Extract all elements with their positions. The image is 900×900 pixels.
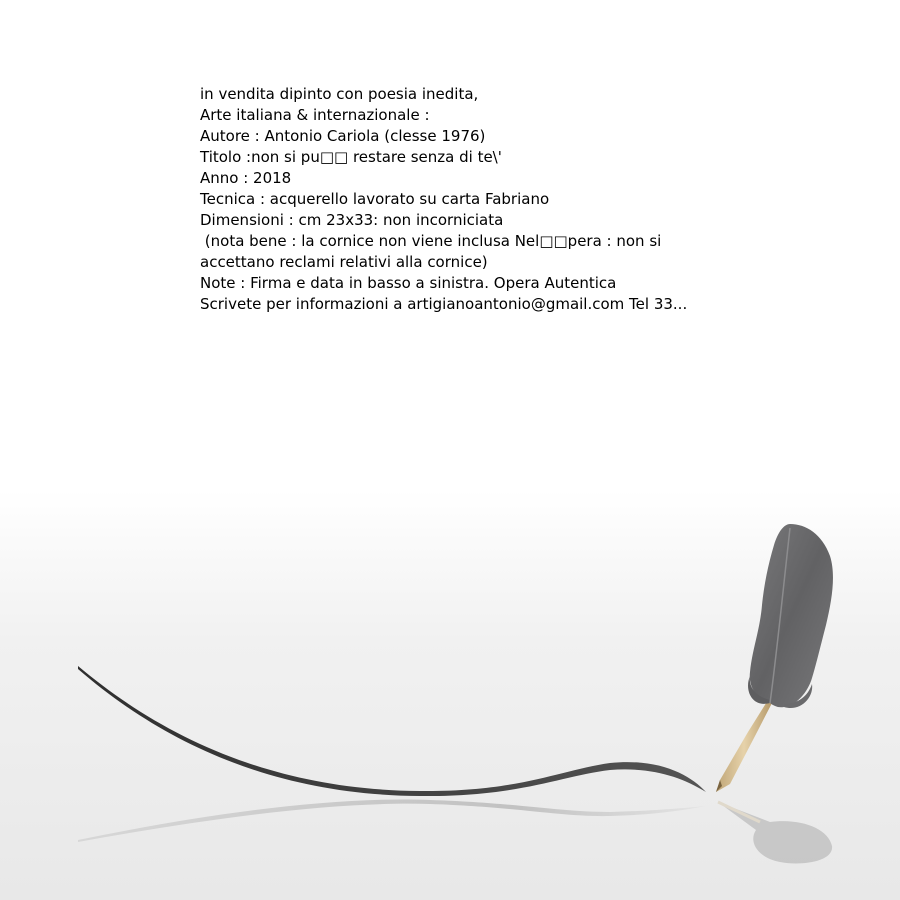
description-line-notes: Note : Firma e data in basso a sinistra. Opera Autentica bbox=[200, 274, 617, 292]
quill-pen-icon bbox=[716, 524, 833, 792]
description-line-technique: Tecnica : acquerello lavorato su carta Fabriano bbox=[200, 190, 550, 208]
description-line-year: Anno : 2018 bbox=[200, 169, 292, 187]
description-line-author: Autore : Antonio Cariola (clesse 1976) bbox=[200, 127, 486, 145]
ink-stroke bbox=[78, 666, 706, 796]
description-line-dimensions: Dimensioni : cm 23x33: non incorniciata bbox=[200, 211, 504, 229]
description-line-frame-note: (nota bene : la cornice non viene inclusa Nel□□pera : non si accettano reclami relativi alla cornice) bbox=[200, 232, 667, 271]
ink-stroke-reflection bbox=[78, 799, 706, 842]
description-line-intro: in vendita dipinto con poesia inedita, bbox=[200, 85, 479, 103]
description-line-category: Arte italiana & internazionale : bbox=[200, 106, 430, 124]
description-line-contact: Scrivete per informazioni a artigianoantonio@gmail.com Tel 33... bbox=[200, 295, 688, 313]
description-line-title: Titolo :non si pu□□ restare senza di te\' bbox=[200, 148, 502, 166]
feather-reflection bbox=[718, 802, 832, 863]
